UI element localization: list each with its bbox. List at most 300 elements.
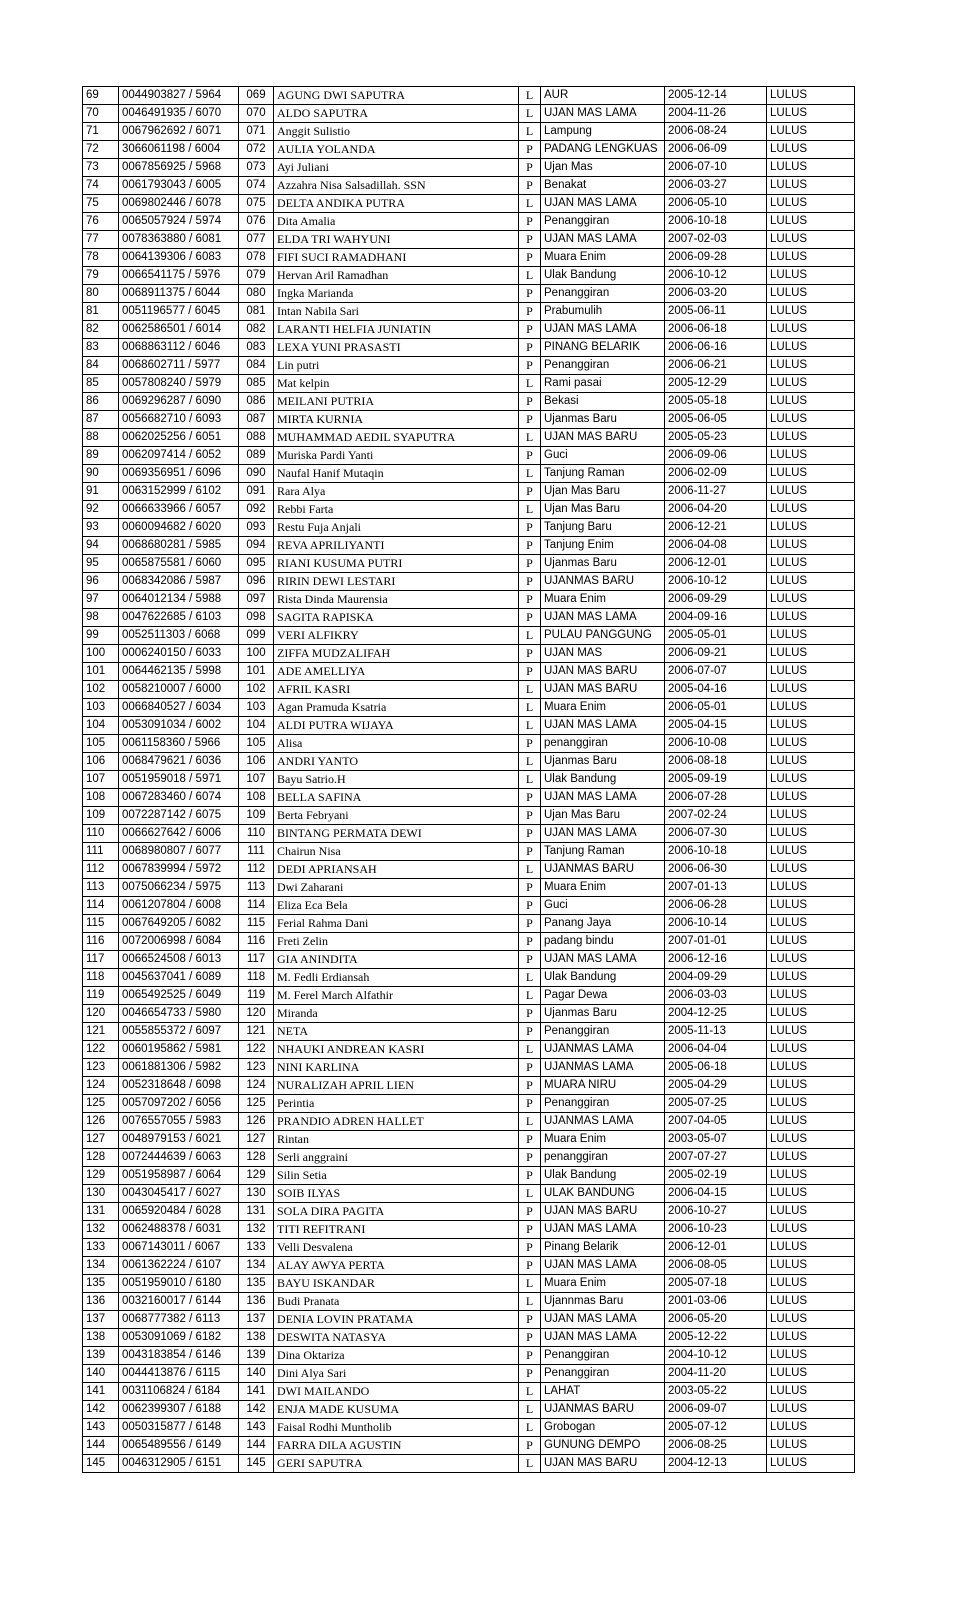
nisn-cell: 0064462135 / 5998 (119, 663, 239, 681)
student-name-cell: Bayu Satrio.H (274, 771, 519, 789)
birthplace-cell: Bekasi (541, 393, 665, 411)
birthdate-cell: 2006-09-06 (665, 447, 767, 465)
birthdate-cell: 2006-05-20 (665, 1311, 767, 1329)
exam-number-cell: 123 (239, 1059, 274, 1077)
gender-cell: P (519, 1077, 541, 1095)
gender-cell: L (519, 861, 541, 879)
exam-number-cell: 105 (239, 735, 274, 753)
table-row (83, 1275, 855, 1293)
row-number-cell: 137 (83, 1311, 119, 1329)
nisn-cell: 0053091034 / 6002 (119, 717, 239, 735)
exam-number-cell: 142 (239, 1401, 274, 1419)
exam-number-cell: 117 (239, 951, 274, 969)
gender-cell: L (519, 375, 541, 393)
student-name-cell: M. Fedli Erdiansah (274, 969, 519, 987)
birthdate-cell: 2001-03-06 (665, 1293, 767, 1311)
student-name-cell: ALDO SAPUTRA (274, 105, 519, 123)
gender-cell: P (519, 663, 541, 681)
nisn-cell: 0064139306 / 6083 (119, 249, 239, 267)
nisn-cell: 0052318648 / 6098 (119, 1077, 239, 1095)
row-number-cell: 88 (83, 429, 119, 447)
gender-cell: L (519, 699, 541, 717)
gender-cell: P (519, 1239, 541, 1257)
row-number-cell: 72 (83, 141, 119, 159)
birthdate-cell: 2005-06-05 (665, 411, 767, 429)
birthdate-cell: 2006-10-12 (665, 573, 767, 591)
nisn-cell: 0048979153 / 6021 (119, 1131, 239, 1149)
birthdate-cell: 2006-04-08 (665, 537, 767, 555)
table-row (83, 285, 855, 303)
birthdate-cell: 2005-04-16 (665, 681, 767, 699)
exam-number-cell: 088 (239, 429, 274, 447)
student-name-cell: Rista Dinda Maurensia (274, 591, 519, 609)
table-body (83, 87, 855, 1473)
student-name-cell: Azzahra Nisa Salsadillah. SSN (274, 177, 519, 195)
gender-cell: P (519, 1365, 541, 1383)
row-number-cell: 81 (83, 303, 119, 321)
birthplace-cell: Ulak Bandung (541, 969, 665, 987)
status-cell: LULUS (767, 609, 855, 627)
row-number-cell: 126 (83, 1113, 119, 1131)
birthplace-cell: UJAN MAS LAMA (541, 1329, 665, 1347)
birthplace-cell: UJANMAS LAMA (541, 1059, 665, 1077)
nisn-cell: 0062399307 / 6188 (119, 1401, 239, 1419)
table-row (83, 663, 855, 681)
birthplace-cell: Muara Enim (541, 879, 665, 897)
birthplace-cell: UJANMAS LAMA (541, 1041, 665, 1059)
exam-number-cell: 112 (239, 861, 274, 879)
birthdate-cell: 2004-09-16 (665, 609, 767, 627)
row-number-cell: 110 (83, 825, 119, 843)
birthdate-cell: 2005-04-15 (665, 717, 767, 735)
birthdate-cell: 2006-10-18 (665, 843, 767, 861)
row-number-cell: 98 (83, 609, 119, 627)
exam-number-cell: 104 (239, 717, 274, 735)
row-number-cell: 79 (83, 267, 119, 285)
gender-cell: P (519, 897, 541, 915)
birthplace-cell: Rami pasai (541, 375, 665, 393)
nisn-cell: 0068980807 / 6077 (119, 843, 239, 861)
gender-cell: P (519, 591, 541, 609)
nisn-cell: 0051958987 / 6064 (119, 1167, 239, 1185)
status-cell: LULUS (767, 1347, 855, 1365)
exam-number-cell: 120 (239, 1005, 274, 1023)
status-cell: LULUS (767, 735, 855, 753)
exam-number-cell: 128 (239, 1149, 274, 1167)
gender-cell: L (519, 1383, 541, 1401)
birthdate-cell: 2005-07-12 (665, 1419, 767, 1437)
status-cell: LULUS (767, 285, 855, 303)
row-number-cell: 119 (83, 987, 119, 1005)
birthplace-cell: Penanggiran (541, 285, 665, 303)
nisn-cell: 0068777382 / 6113 (119, 1311, 239, 1329)
exam-number-cell: 125 (239, 1095, 274, 1113)
row-number-cell: 143 (83, 1419, 119, 1437)
birthplace-cell: Tanjung Raman (541, 843, 665, 861)
birthplace-cell: Lampung (541, 123, 665, 141)
nisn-cell: 0058210007 / 6000 (119, 681, 239, 699)
birthplace-cell: UJAN MAS BARU (541, 663, 665, 681)
exam-number-cell: 100 (239, 645, 274, 663)
status-cell: LULUS (767, 231, 855, 249)
student-name-cell: GIA ANINDITA (274, 951, 519, 969)
nisn-cell: 0069296287 / 6090 (119, 393, 239, 411)
status-cell: LULUS (767, 1005, 855, 1023)
row-number-cell: 76 (83, 213, 119, 231)
gender-cell: P (519, 1203, 541, 1221)
gender-cell: P (519, 357, 541, 375)
status-cell: LULUS (767, 1437, 855, 1455)
birthdate-cell: 2006-06-21 (665, 357, 767, 375)
table-row (83, 195, 855, 213)
nisn-cell: 0043045417 / 6027 (119, 1185, 239, 1203)
nisn-cell: 0066840527 / 6034 (119, 699, 239, 717)
row-number-cell: 111 (83, 843, 119, 861)
birthplace-cell: Muara Enim (541, 591, 665, 609)
birthplace-cell: Ujannmas Baru (541, 1293, 665, 1311)
status-cell: LULUS (767, 897, 855, 915)
birthplace-cell: Ulak Bandung (541, 267, 665, 285)
birthdate-cell: 2003-05-22 (665, 1383, 767, 1401)
row-number-cell: 130 (83, 1185, 119, 1203)
student-name-cell: Budi Pranata (274, 1293, 519, 1311)
nisn-cell: 0057097202 / 6056 (119, 1095, 239, 1113)
table-row (83, 141, 855, 159)
gender-cell: L (519, 195, 541, 213)
birthplace-cell: Muara Enim (541, 699, 665, 717)
birthdate-cell: 2006-08-18 (665, 753, 767, 771)
row-number-cell: 91 (83, 483, 119, 501)
student-name-cell: Rintan (274, 1131, 519, 1149)
row-number-cell: 69 (83, 87, 119, 105)
table-row (83, 303, 855, 321)
status-cell: LULUS (767, 123, 855, 141)
gender-cell: P (519, 393, 541, 411)
status-cell: LULUS (767, 1365, 855, 1383)
table-row (83, 1095, 855, 1113)
table-row (83, 771, 855, 789)
table-row (83, 825, 855, 843)
student-name-cell: MEILANI PUTRIA (274, 393, 519, 411)
row-number-cell: 94 (83, 537, 119, 555)
row-number-cell: 100 (83, 645, 119, 663)
table-row (83, 843, 855, 861)
student-name-cell: Ayi Juliani (274, 159, 519, 177)
status-cell: LULUS (767, 879, 855, 897)
nisn-cell: 0067839994 / 5972 (119, 861, 239, 879)
gender-cell: L (519, 1113, 541, 1131)
table-row (83, 231, 855, 249)
gender-cell: P (519, 933, 541, 951)
birthplace-cell: UJANMAS BARU (541, 861, 665, 879)
status-cell: LULUS (767, 303, 855, 321)
row-number-cell: 136 (83, 1293, 119, 1311)
row-number-cell: 103 (83, 699, 119, 717)
table-row (83, 735, 855, 753)
row-number-cell: 131 (83, 1203, 119, 1221)
exam-number-cell: 099 (239, 627, 274, 645)
gender-cell: P (519, 249, 541, 267)
gender-cell: P (519, 645, 541, 663)
table-row (83, 573, 855, 591)
status-cell: LULUS (767, 213, 855, 231)
status-cell: LULUS (767, 411, 855, 429)
gender-cell: P (519, 339, 541, 357)
row-number-cell: 75 (83, 195, 119, 213)
exam-number-cell: 124 (239, 1077, 274, 1095)
birthplace-cell: Penanggiran (541, 1095, 665, 1113)
student-name-cell: REVA APRILIYANTI (274, 537, 519, 555)
student-name-cell: Serli anggraini (274, 1149, 519, 1167)
birthdate-cell: 2005-05-18 (665, 393, 767, 411)
row-number-cell: 106 (83, 753, 119, 771)
table-row (83, 1311, 855, 1329)
gender-cell: P (519, 1167, 541, 1185)
student-name-cell: RIRIN DEWI LESTARI (274, 573, 519, 591)
gender-cell: P (519, 285, 541, 303)
exam-number-cell: 073 (239, 159, 274, 177)
exam-number-cell: 132 (239, 1221, 274, 1239)
birthdate-cell: 2006-03-20 (665, 285, 767, 303)
exam-number-cell: 082 (239, 321, 274, 339)
gender-cell: P (519, 807, 541, 825)
nisn-cell: 0045637041 / 6089 (119, 969, 239, 987)
gender-cell: P (519, 1329, 541, 1347)
birthdate-cell: 2006-10-23 (665, 1221, 767, 1239)
student-name-cell: TITI REFITRANI (274, 1221, 519, 1239)
birthplace-cell: Pagar Dewa (541, 987, 665, 1005)
table-row (83, 105, 855, 123)
birthplace-cell: Penanggiran (541, 1365, 665, 1383)
nisn-cell: 3066061198 / 6004 (119, 141, 239, 159)
birthplace-cell: UJAN MAS LAMA (541, 1257, 665, 1275)
birthdate-cell: 2004-12-13 (665, 1455, 767, 1473)
table-row (83, 1203, 855, 1221)
status-cell: LULUS (767, 1095, 855, 1113)
nisn-cell: 0061362224 / 6107 (119, 1257, 239, 1275)
nisn-cell: 0061793043 / 6005 (119, 177, 239, 195)
table-row (83, 591, 855, 609)
table-row (83, 987, 855, 1005)
birthplace-cell: UJAN MAS LAMA (541, 825, 665, 843)
table-row (83, 1257, 855, 1275)
nisn-cell: 0069356951 / 6096 (119, 465, 239, 483)
nisn-cell: 0066633966 / 6057 (119, 501, 239, 519)
row-number-cell: 116 (83, 933, 119, 951)
exam-number-cell: 143 (239, 1419, 274, 1437)
table-row (83, 915, 855, 933)
birthplace-cell: UJAN MAS LAMA (541, 951, 665, 969)
nisn-cell: 0063152999 / 6102 (119, 483, 239, 501)
exam-number-cell: 111 (239, 843, 274, 861)
nisn-cell: 0061881306 / 5982 (119, 1059, 239, 1077)
birthdate-cell: 2006-08-25 (665, 1437, 767, 1455)
table-row (83, 87, 855, 105)
gender-cell: P (519, 1347, 541, 1365)
exam-number-cell: 122 (239, 1041, 274, 1059)
student-name-cell: ANDRI YANTO (274, 753, 519, 771)
gender-cell: P (519, 177, 541, 195)
nisn-cell: 0056682710 / 6093 (119, 411, 239, 429)
birthplace-cell: Tanjung Enim (541, 537, 665, 555)
gender-cell: P (519, 1005, 541, 1023)
status-cell: LULUS (767, 393, 855, 411)
nisn-cell: 0066524508 / 6013 (119, 951, 239, 969)
exam-number-cell: 102 (239, 681, 274, 699)
exam-number-cell: 076 (239, 213, 274, 231)
student-name-cell: NETA (274, 1023, 519, 1041)
birthplace-cell: Ujanmas Baru (541, 555, 665, 573)
student-name-cell: FIFI SUCI RAMADHANI (274, 249, 519, 267)
birthdate-cell: 2006-06-28 (665, 897, 767, 915)
status-cell: LULUS (767, 105, 855, 123)
nisn-cell: 0078363880 / 6081 (119, 231, 239, 249)
status-cell: LULUS (767, 861, 855, 879)
gender-cell: L (519, 1275, 541, 1293)
row-number-cell: 114 (83, 897, 119, 915)
gender-cell: L (519, 1455, 541, 1473)
table-row (83, 1221, 855, 1239)
birthplace-cell: penanggiran (541, 1149, 665, 1167)
nisn-cell: 0060195862 / 5981 (119, 1041, 239, 1059)
table-row (83, 1059, 855, 1077)
table-row (83, 1347, 855, 1365)
birthdate-cell: 2005-11-13 (665, 1023, 767, 1041)
status-cell: LULUS (767, 1059, 855, 1077)
birthplace-cell: Ujanmas Baru (541, 1005, 665, 1023)
gender-cell: P (519, 825, 541, 843)
status-cell: LULUS (767, 645, 855, 663)
table-row (83, 447, 855, 465)
table-row (83, 429, 855, 447)
row-number-cell: 97 (83, 591, 119, 609)
status-cell: LULUS (767, 969, 855, 987)
exam-number-cell: 130 (239, 1185, 274, 1203)
row-number-cell: 140 (83, 1365, 119, 1383)
exam-number-cell: 103 (239, 699, 274, 717)
table-row (83, 1455, 855, 1473)
exam-number-cell: 093 (239, 519, 274, 537)
birthdate-cell: 2006-06-09 (665, 141, 767, 159)
gender-cell: L (519, 1401, 541, 1419)
nisn-cell: 0055855372 / 6097 (119, 1023, 239, 1041)
student-name-cell: Miranda (274, 1005, 519, 1023)
nisn-cell: 0051196577 / 6045 (119, 303, 239, 321)
exam-number-cell: 129 (239, 1167, 274, 1185)
student-name-cell: ALDI PUTRA WIJAYA (274, 717, 519, 735)
birthdate-cell: 2006-07-28 (665, 789, 767, 807)
exam-number-cell: 080 (239, 285, 274, 303)
table-row (83, 789, 855, 807)
status-cell: LULUS (767, 195, 855, 213)
exam-number-cell: 083 (239, 339, 274, 357)
gender-cell: P (519, 141, 541, 159)
student-name-cell: Mat kelpin (274, 375, 519, 393)
exam-number-cell: 121 (239, 1023, 274, 1041)
birthdate-cell: 2006-05-01 (665, 699, 767, 717)
student-name-cell: Rara Alya (274, 483, 519, 501)
birthdate-cell: 2004-09-29 (665, 969, 767, 987)
student-name-cell: Velli Desvalena (274, 1239, 519, 1257)
status-cell: LULUS (767, 1455, 855, 1473)
exam-number-cell: 116 (239, 933, 274, 951)
table-row (83, 123, 855, 141)
student-name-cell: LEXA YUNI PRASASTI (274, 339, 519, 357)
status-cell: LULUS (767, 987, 855, 1005)
nisn-cell: 0067649205 / 6082 (119, 915, 239, 933)
nisn-cell: 0065920484 / 6028 (119, 1203, 239, 1221)
gender-cell: P (519, 231, 541, 249)
student-name-cell: AGUNG DWI SAPUTRA (274, 87, 519, 105)
status-cell: LULUS (767, 1419, 855, 1437)
table-row (83, 951, 855, 969)
student-graduation-table (82, 86, 855, 1473)
gender-cell: L (519, 501, 541, 519)
gender-cell: P (519, 1059, 541, 1077)
row-number-cell: 124 (83, 1077, 119, 1095)
birthplace-cell: Ujan Mas (541, 159, 665, 177)
student-name-cell: Ferial Rahma Dani (274, 915, 519, 933)
row-number-cell: 78 (83, 249, 119, 267)
row-number-cell: 109 (83, 807, 119, 825)
row-number-cell: 85 (83, 375, 119, 393)
student-name-cell: BELLA SAFINA (274, 789, 519, 807)
birthdate-cell: 2006-10-08 (665, 735, 767, 753)
birthdate-cell: 2006-03-27 (665, 177, 767, 195)
gender-cell: P (519, 573, 541, 591)
gender-cell: P (519, 159, 541, 177)
row-number-cell: 105 (83, 735, 119, 753)
table-row (83, 627, 855, 645)
student-name-cell: LARANTI HELFIA JUNIATIN (274, 321, 519, 339)
student-name-cell: DENIA LOVIN PRATAMA (274, 1311, 519, 1329)
exam-number-cell: 115 (239, 915, 274, 933)
status-cell: LULUS (767, 807, 855, 825)
exam-number-cell: 079 (239, 267, 274, 285)
nisn-cell: 0064012134 / 5988 (119, 591, 239, 609)
gender-cell: L (519, 969, 541, 987)
table-row (83, 1365, 855, 1383)
nisn-cell: 0067962692 / 6071 (119, 123, 239, 141)
exam-number-cell: 141 (239, 1383, 274, 1401)
exam-number-cell: 095 (239, 555, 274, 573)
exam-number-cell: 081 (239, 303, 274, 321)
exam-number-cell: 085 (239, 375, 274, 393)
student-name-cell: Dina Oktariza (274, 1347, 519, 1365)
row-number-cell: 90 (83, 465, 119, 483)
row-number-cell: 129 (83, 1167, 119, 1185)
table-row (83, 519, 855, 537)
table-row (83, 483, 855, 501)
table-row (83, 375, 855, 393)
gender-cell: L (519, 771, 541, 789)
gender-cell: L (519, 1419, 541, 1437)
student-name-cell: Restu Fuja Anjali (274, 519, 519, 537)
row-number-cell: 122 (83, 1041, 119, 1059)
gender-cell: L (519, 753, 541, 771)
nisn-cell: 0062025256 / 6051 (119, 429, 239, 447)
gender-cell: L (519, 681, 541, 699)
status-cell: LULUS (767, 429, 855, 447)
birthplace-cell: UJANMAS BARU (541, 1401, 665, 1419)
birthplace-cell: Guci (541, 897, 665, 915)
status-cell: LULUS (767, 1257, 855, 1275)
nisn-cell: 0051959010 / 6180 (119, 1275, 239, 1293)
status-cell: LULUS (767, 1149, 855, 1167)
birthplace-cell: Muara Enim (541, 249, 665, 267)
row-number-cell: 138 (83, 1329, 119, 1347)
row-number-cell: 118 (83, 969, 119, 987)
